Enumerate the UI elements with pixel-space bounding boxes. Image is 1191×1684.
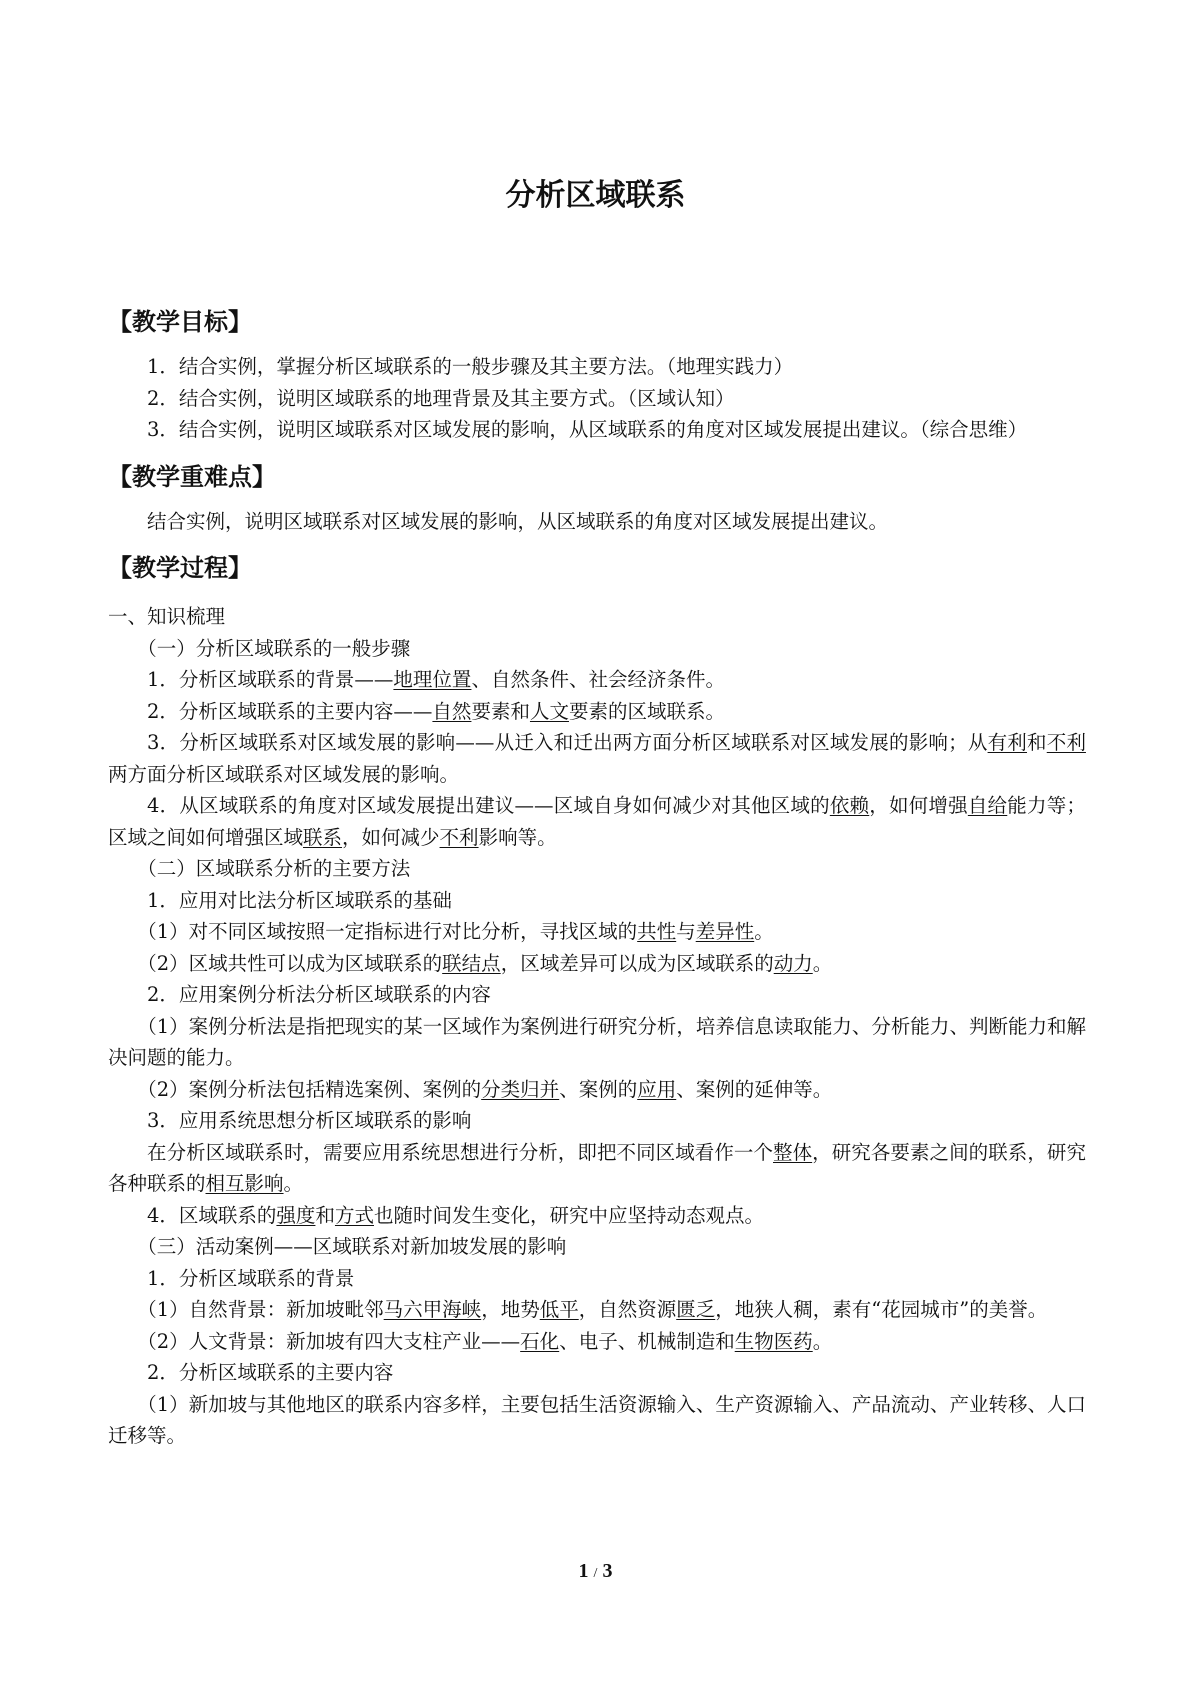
paragraph: （2）案例分析法包括精选案例、案例的分类归并、案例的应用、案例的延伸等。	[137, 1077, 833, 1101]
paragraph: 1．应用对比法分析区域联系的基础	[147, 888, 452, 912]
paragraph: （1）案例分析法是指把现实的某一区域作为案例进行研究分析，培养信息读取能力、分析能力、判断能力和解决问题的能力。	[108, 1014, 1086, 1069]
paragraph: 在分析区域联系时，需要应用系统思想进行分析，即把不同区域看作一个整体，研究各要素之间的联系，研究各种联系的相互影响。	[108, 1140, 1086, 1195]
objectives-heading: 【教学目标】	[108, 308, 252, 336]
paragraph: （1）自然背景：新加坡毗邻马六甲海峡，地势低平，自然资源匮乏，地狭人稠，素有“花园城市”的美誉。	[137, 1298, 1048, 1321]
paragraph: 2．分析区域联系的主要内容	[147, 1361, 394, 1384]
objective-item: 1．结合实例，掌握分析区域联系的一般步骤及其主要方法。（地理实践力）	[147, 355, 794, 378]
paragraph: 2．应用案例分析法分析区域联系的内容	[147, 983, 491, 1006]
paragraph: 3．应用系统思想分析区域联系的影响	[147, 1109, 472, 1132]
key-points-text: 结合实例，说明区域联系对区域发展的影响，从区域联系的角度对区域发展提出建议。	[147, 509, 889, 533]
objective-item: 2．结合实例，说明区域联系的地理背景及其主要方式。（区域认知）	[147, 386, 735, 410]
paragraph: 2．分析区域联系的主要内容——自然要素和人文要素的区域联系。	[147, 699, 725, 723]
objective-item: 3．结合实例，说明区域联系对区域发展的影响，从区域联系的角度对区域发展提出建议。（综合思维）	[147, 418, 1028, 441]
subsection-heading: （一）分析区域联系的一般步骤	[137, 636, 411, 660]
page-title: 分析区域联系	[505, 178, 686, 213]
paragraph: 1．分析区域联系的背景——地理位置、自然条件、社会经济条件。	[147, 668, 725, 691]
paragraph: （1）新加坡与其他地区的联系内容多样，主要包括生活资源输入、生产资源输入、产品流动、产业转移、人口迁移等。	[108, 1392, 1086, 1447]
document-body	[108, 305, 1086, 1452]
paragraph: 1．分析区域联系的背景	[147, 1266, 355, 1290]
section-heading: 一、知识梳理	[108, 605, 226, 628]
key-points-heading: 【教学重难点】	[108, 462, 276, 491]
page-number: 1 / 3	[578, 1560, 613, 1582]
paragraph: （2）区域共性可以成为区域联系的联结点，区域差异可以成为区域联系的动力。	[137, 951, 833, 975]
paragraph: （1）对不同区域按照一定指标进行对比分析，寻找区域的共性与差异性。	[137, 920, 774, 943]
paragraph: 4．从区域联系的角度对区域发展提出建议——区域自身如何减少对其他区域的依赖，如何增强自给能力等；区域之间如何增强区域联系，如何减少不利影响等。	[108, 794, 1086, 849]
paragraph: 4．区域联系的强度和方式也随时间发生变化，研究中应坚持动态观点。	[147, 1203, 764, 1227]
process-heading: 【教学过程】	[108, 554, 252, 582]
paragraph: （2）人文背景：新加坡有四大支柱产业——石化、电子、机械制造和生物医药。	[137, 1329, 833, 1353]
paragraph: 3．分析区域联系对区域发展的影响——从迁入和迁出两方面分析区域联系对区域发展的影响；从有利和不利两方面分析区域联系对区域发展的影响。	[108, 731, 1086, 786]
subsection-heading: （三）活动案例——区域联系对新加坡发展的影响	[137, 1235, 567, 1258]
subsection-heading: （二）区域联系分析的主要方法	[137, 857, 411, 880]
